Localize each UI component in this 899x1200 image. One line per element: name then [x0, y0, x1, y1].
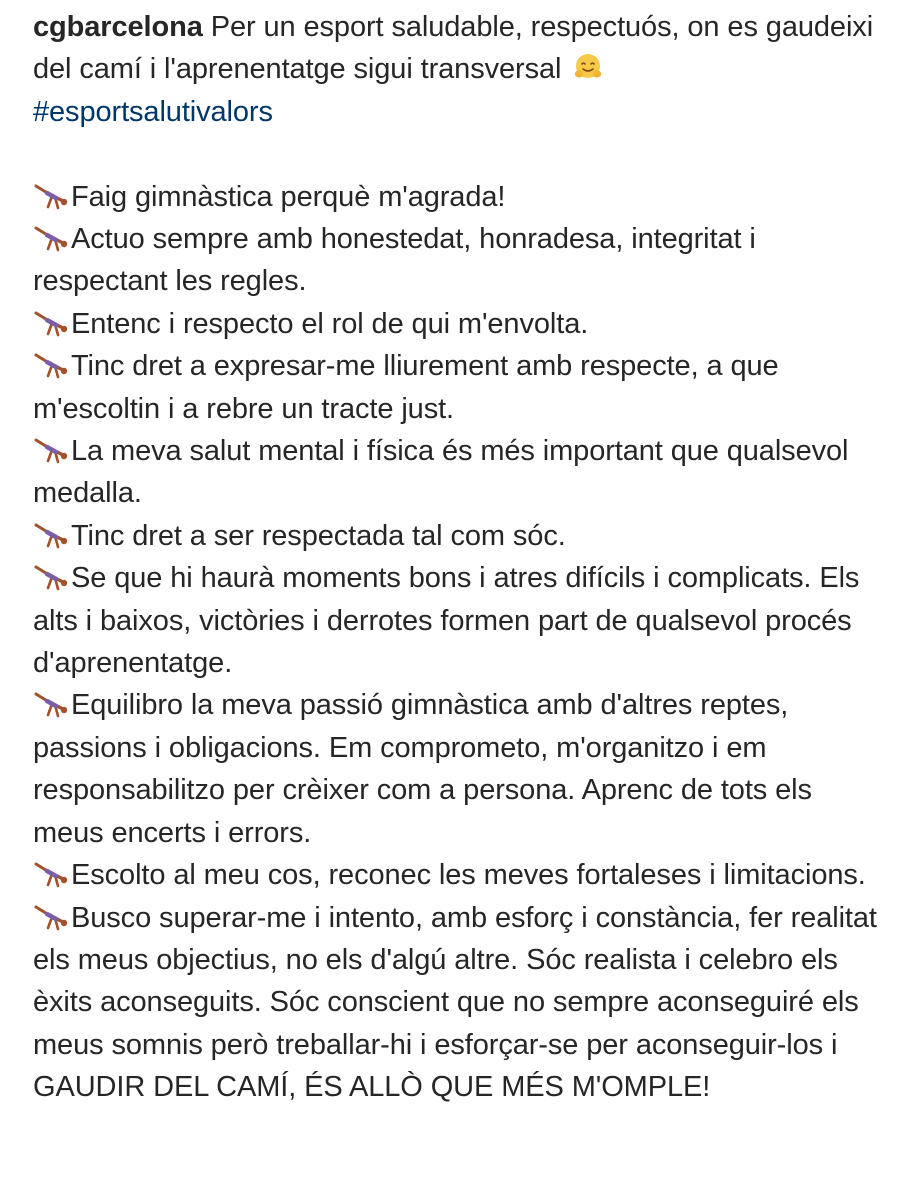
list-item: Actuo sempre amb honestedat, honradesa, integritat i respectant les regles.: [33, 223, 756, 298]
gymnast-cartwheel-icon: [33, 309, 71, 337]
list-item: Tinc dret a expresar-me lliurement amb respecte, a que m'escoltin i a rebre un tracte just.: [33, 350, 779, 425]
hashtag-link[interactable]: #esportsalutivalors: [33, 95, 273, 128]
gymnast-cartwheel-icon: [33, 224, 71, 252]
hugging-face-icon: [573, 52, 603, 82]
gymnast-cartwheel-icon: [33, 436, 71, 464]
list-item: Busco superar-me i intento, amb esforç i constància, fer realitat els meus objectius, no els d'algú altre. Sóc realista i celebro els èxits aconseguits. Sóc conscient que no sempre aconseguiré els meus somnis però treballar-hi i esforçar-se per aconseguir-los i GAUDIR DEL CAMÍ, ÉS ALLÒ QUE MÉS M'OMPLE!: [33, 901, 877, 1104]
list-item: Faig gimnàstica perquè m'agrada!: [33, 176, 885, 218]
list-item: Entenc i respecto el rol de qui m'envolta.: [33, 303, 885, 345]
post-caption: [33, 6, 885, 1109]
gymnast-cartwheel-icon: [33, 521, 71, 549]
gymnast-cartwheel-icon: [33, 351, 71, 379]
gymnast-cartwheel-icon: [33, 563, 71, 591]
gymnast-cartwheel-icon: [33, 182, 71, 210]
gymnast-cartwheel-icon: [33, 903, 71, 931]
caption-header: [33, 6, 885, 133]
blank-line: [33, 133, 885, 175]
gymnast-cartwheel-icon: [33, 860, 71, 888]
gymnast-cartwheel-icon: [33, 690, 71, 718]
list-item: Se que hi haurà moments bons i atres difícils i complicats. Els alts i baixos, victòries i derrotes formen part de qualsevol procés d'aprenentatge.: [33, 562, 860, 680]
list-item: La meva salut mental i física és més important que qualsevol medalla.: [33, 435, 849, 510]
list-item: Escolto al meu cos, reconec les meves fortaleses i limitacions.: [33, 854, 885, 896]
values-list: [33, 176, 885, 1109]
list-item: Tinc dret a ser respectada tal com sóc.: [33, 515, 885, 557]
username-link[interactable]: cgbarcelona: [33, 11, 203, 43]
list-item: Equilibro la meva passió gimnàstica amb d'altres reptes, passions i obligacions. Em comprometo, m'organitzo i em responsabilitzo per crèixer com a persona. Aprenc de tots els meus encerts i errors.: [33, 689, 812, 849]
caption-intro-text: Per un esport saludable, respectuós, on es gaudeixi del camí i l'aprenentatge sigui transversal: [33, 11, 874, 86]
